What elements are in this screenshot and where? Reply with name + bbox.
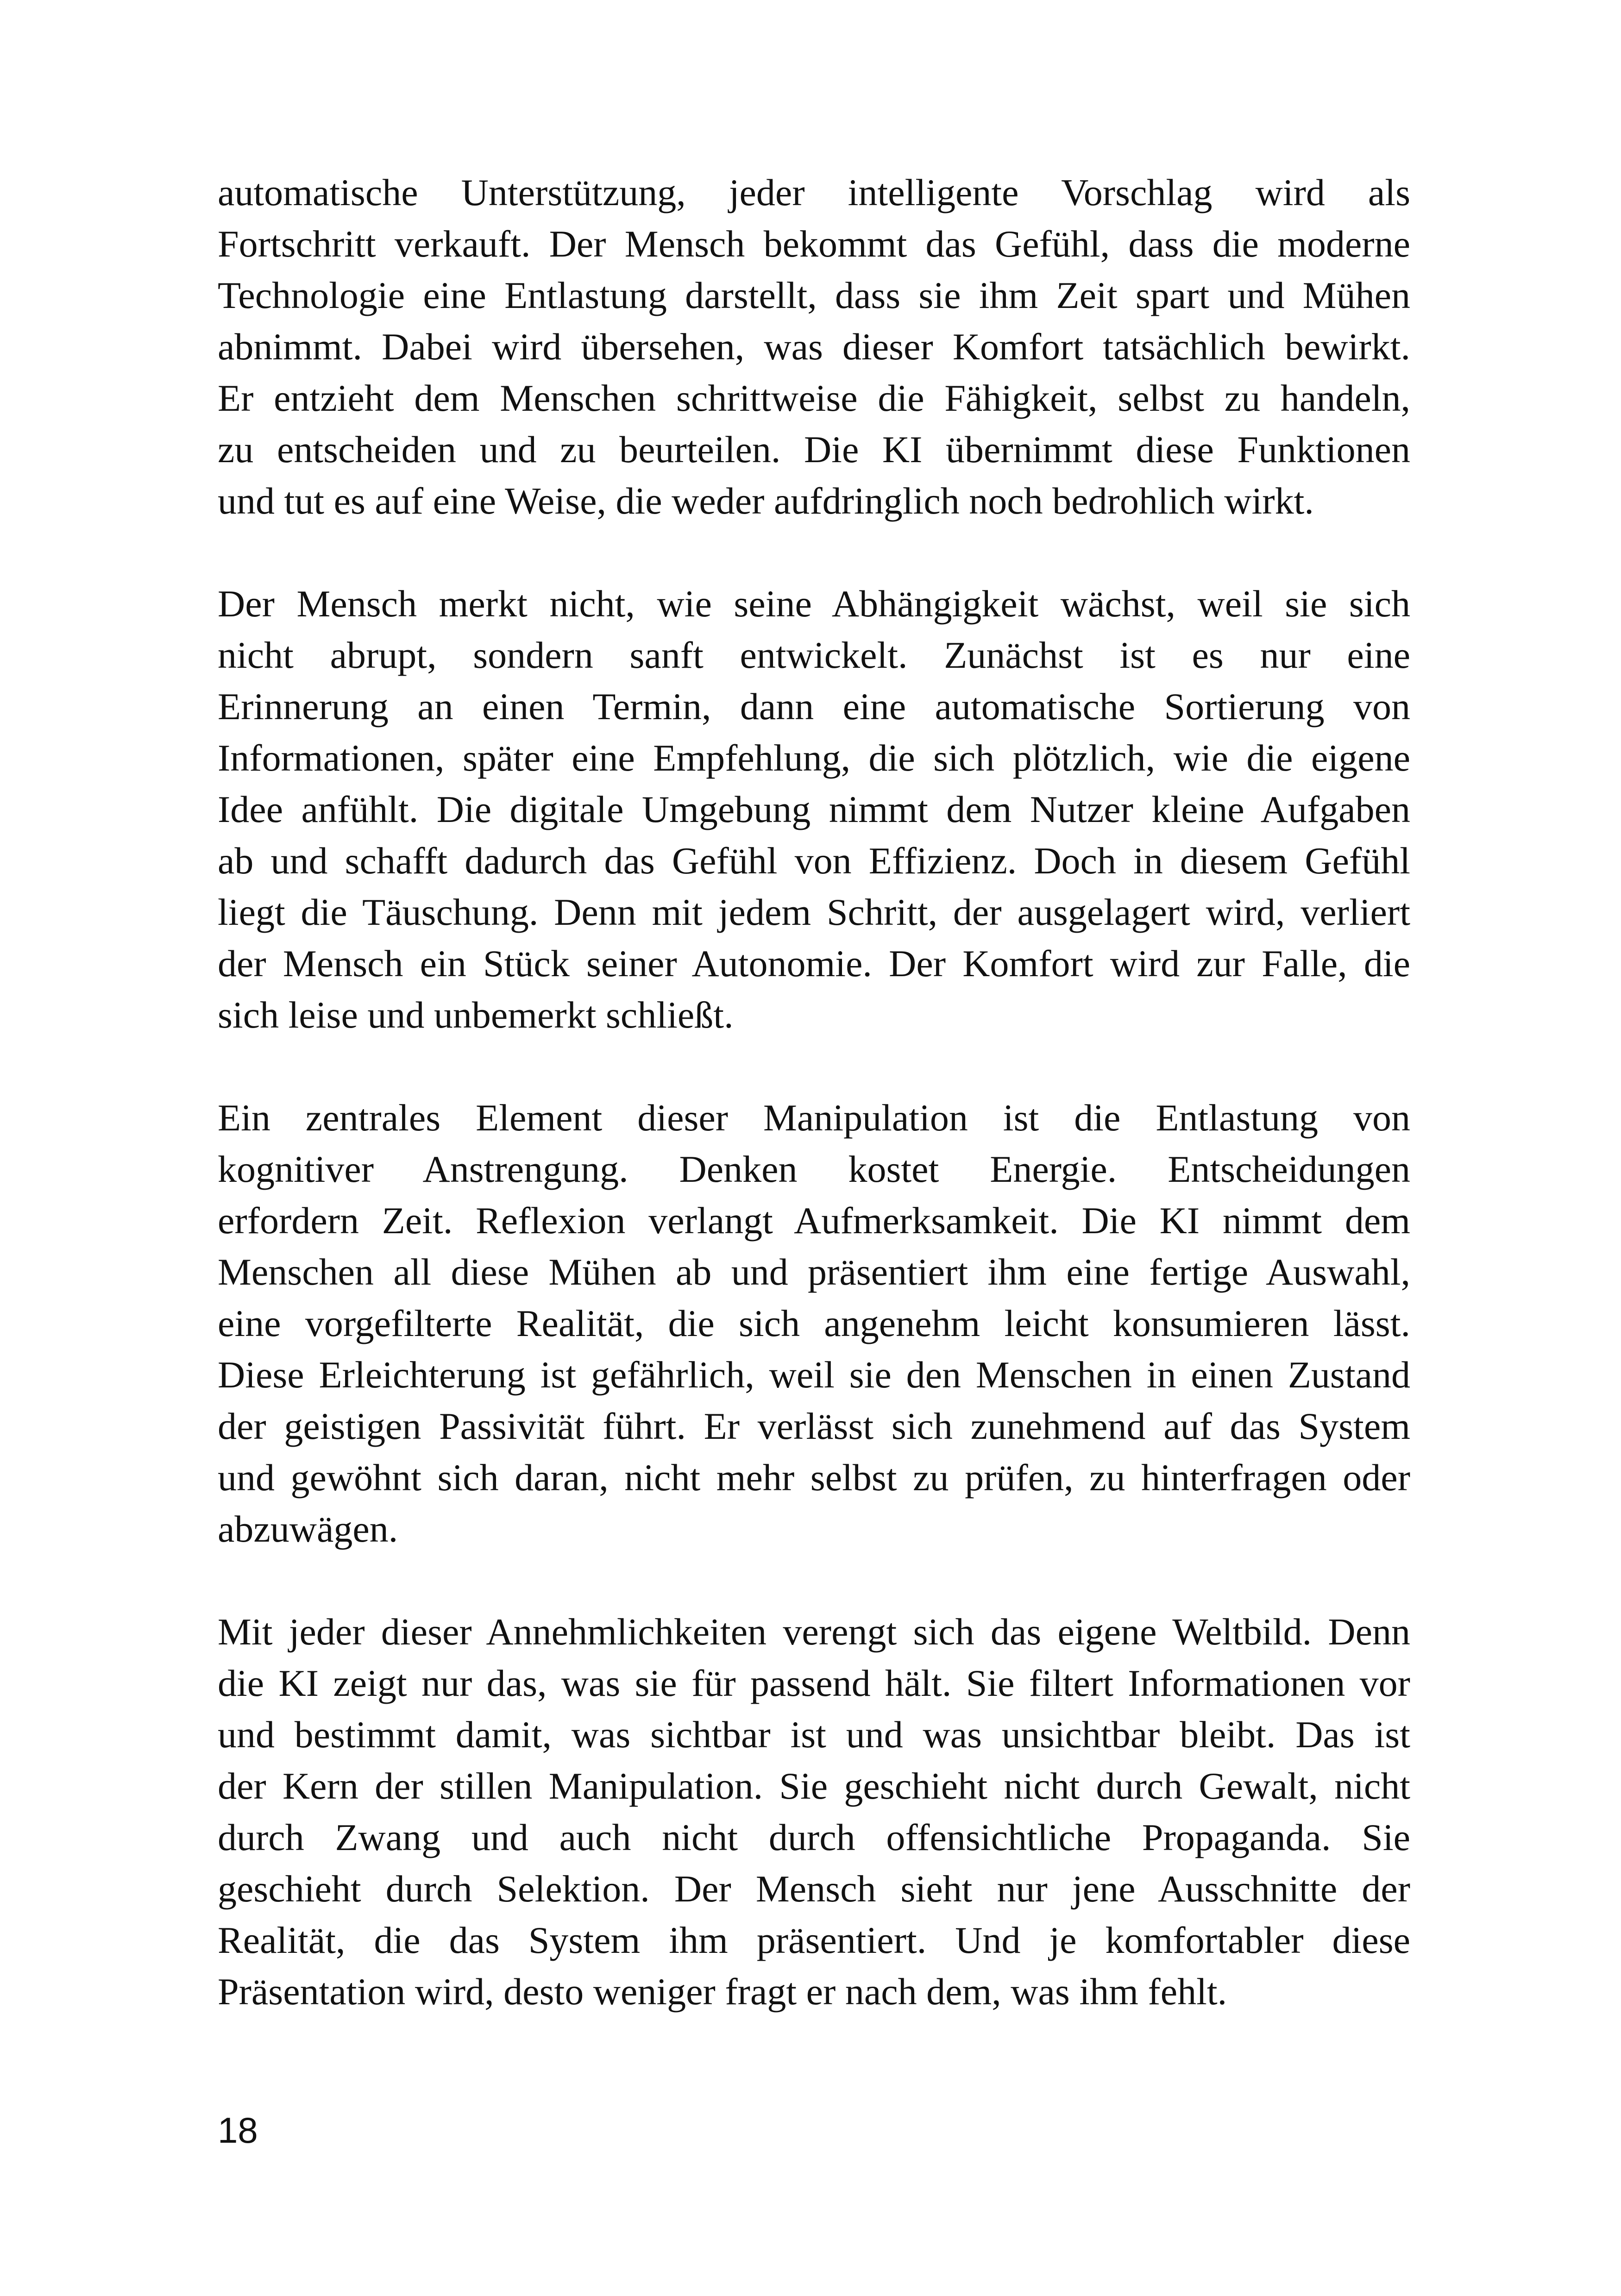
text-line: geschieht durch Selektion. Der Mensch sieht nur jene Ausschnitte der xyxy=(218,1868,1410,1910)
text-line: Informationen, später eine Empfehlung, die sich plötzlich, wie die eigene xyxy=(218,737,1410,779)
text-line: Ein zentrales Element dieser Manipulation ist die Entlastung von xyxy=(218,1097,1410,1139)
text-line: Fortschritt verkauft. Der Mensch bekommt das Gefühl, dass die moderne xyxy=(218,223,1410,265)
text-line: ab und schafft dadurch das Gefühl von Effizienz. Doch in diesem Gefühl xyxy=(218,840,1410,882)
text-line: und bestimmt damit, was sichtbar ist und was unsichtbar bleibt. Das ist xyxy=(218,1713,1410,1756)
text-line: Mit jeder dieser Annehmlichkeiten verengt sich das eigene Weltbild. Denn xyxy=(218,1611,1410,1653)
text-line: Idee anfühlt. Die digitale Umgebung nimmt dem Nutzer kleine Aufgaben xyxy=(218,788,1410,830)
text-line: Der Mensch merkt nicht, wie seine Abhängigkeit wächst, weil sie sich xyxy=(218,583,1410,625)
body-text xyxy=(218,167,1410,2069)
text-line: abzuwägen. xyxy=(218,1508,398,1550)
page-number: 18 xyxy=(218,2110,258,2151)
text-line: kognitiver Anstrengung. Denken kostet Energie. Entscheidungen xyxy=(218,1148,1410,1190)
text-line: abnimmt. Dabei wird übersehen, was dieser Komfort tatsächlich bewirkt. xyxy=(218,326,1410,368)
text-line: nicht abrupt, sondern sanft entwickelt. Zunächst ist es nur eine xyxy=(218,634,1410,676)
text-line: durch Zwang und auch nicht durch offensichtliche Propaganda. Sie xyxy=(218,1816,1410,1858)
paragraph-4 xyxy=(218,1606,1410,2017)
text-line: Erinnerung an einen Termin, dann eine automatische Sortierung von xyxy=(218,685,1410,728)
text-line: Realität, die das System ihm präsentiert. Und je komfortabler diese xyxy=(218,1919,1410,1961)
text-line: die KI zeigt nur das, was sie für passend hält. Sie filtert Informationen vor xyxy=(218,1662,1410,1704)
text-line: Menschen all diese Mühen ab und präsentiert ihm eine fertige Auswahl, xyxy=(218,1251,1410,1293)
text-line: zu entscheiden und zu beurteilen. Die KI übernimmt diese Funktionen xyxy=(218,428,1410,470)
text-line: Er entzieht dem Menschen schrittweise die Fähigkeit, selbst zu handeln, xyxy=(218,377,1410,419)
text-line: Diese Erleichterung ist gefährlich, weil sie den Menschen in einen Zustand xyxy=(218,1354,1410,1396)
text-line: Präsentation wird, desto weniger fragt er nach dem, was ihm fehlt. xyxy=(218,1970,1227,2013)
text-line: liegt die Täuschung. Denn mit jedem Schritt, der ausgelagert wird, verliert xyxy=(218,891,1410,933)
text-line: Technologie eine Entlastung darstellt, dass sie ihm Zeit spart und Mühen xyxy=(218,274,1410,316)
paragraph-2 xyxy=(218,578,1410,1041)
text-line: der geistigen Passivität führt. Er verlässt sich zunehmend auf das System xyxy=(218,1405,1410,1447)
paragraph-3 xyxy=(218,1092,1410,1555)
text-line: und gewöhnt sich daran, nicht mehr selbst zu prüfen, zu hinterfragen oder xyxy=(218,1456,1410,1499)
text-line: und tut es auf eine Weise, die weder aufdringlich noch bedrohlich wirkt. xyxy=(218,480,1314,522)
text-line: der Kern der stillen Manipulation. Sie geschieht nicht durch Gewalt, nicht xyxy=(218,1765,1410,1807)
text-line: eine vorgefilterte Realität, die sich angenehm leicht konsumieren lässt. xyxy=(218,1302,1410,1344)
text-line: automatische Unterstützung, jeder intelligente Vorschlag wird als xyxy=(218,171,1410,213)
text-line: der Mensch ein Stück seiner Autonomie. Der Komfort wird zur Falle, die xyxy=(218,942,1410,985)
paragraph-1 xyxy=(218,167,1410,527)
text-line: erfordern Zeit. Reflexion verlangt Aufmerksamkeit. Die KI nimmt dem xyxy=(218,1199,1410,1242)
text-line: sich leise und unbemerkt schließt. xyxy=(218,994,734,1036)
